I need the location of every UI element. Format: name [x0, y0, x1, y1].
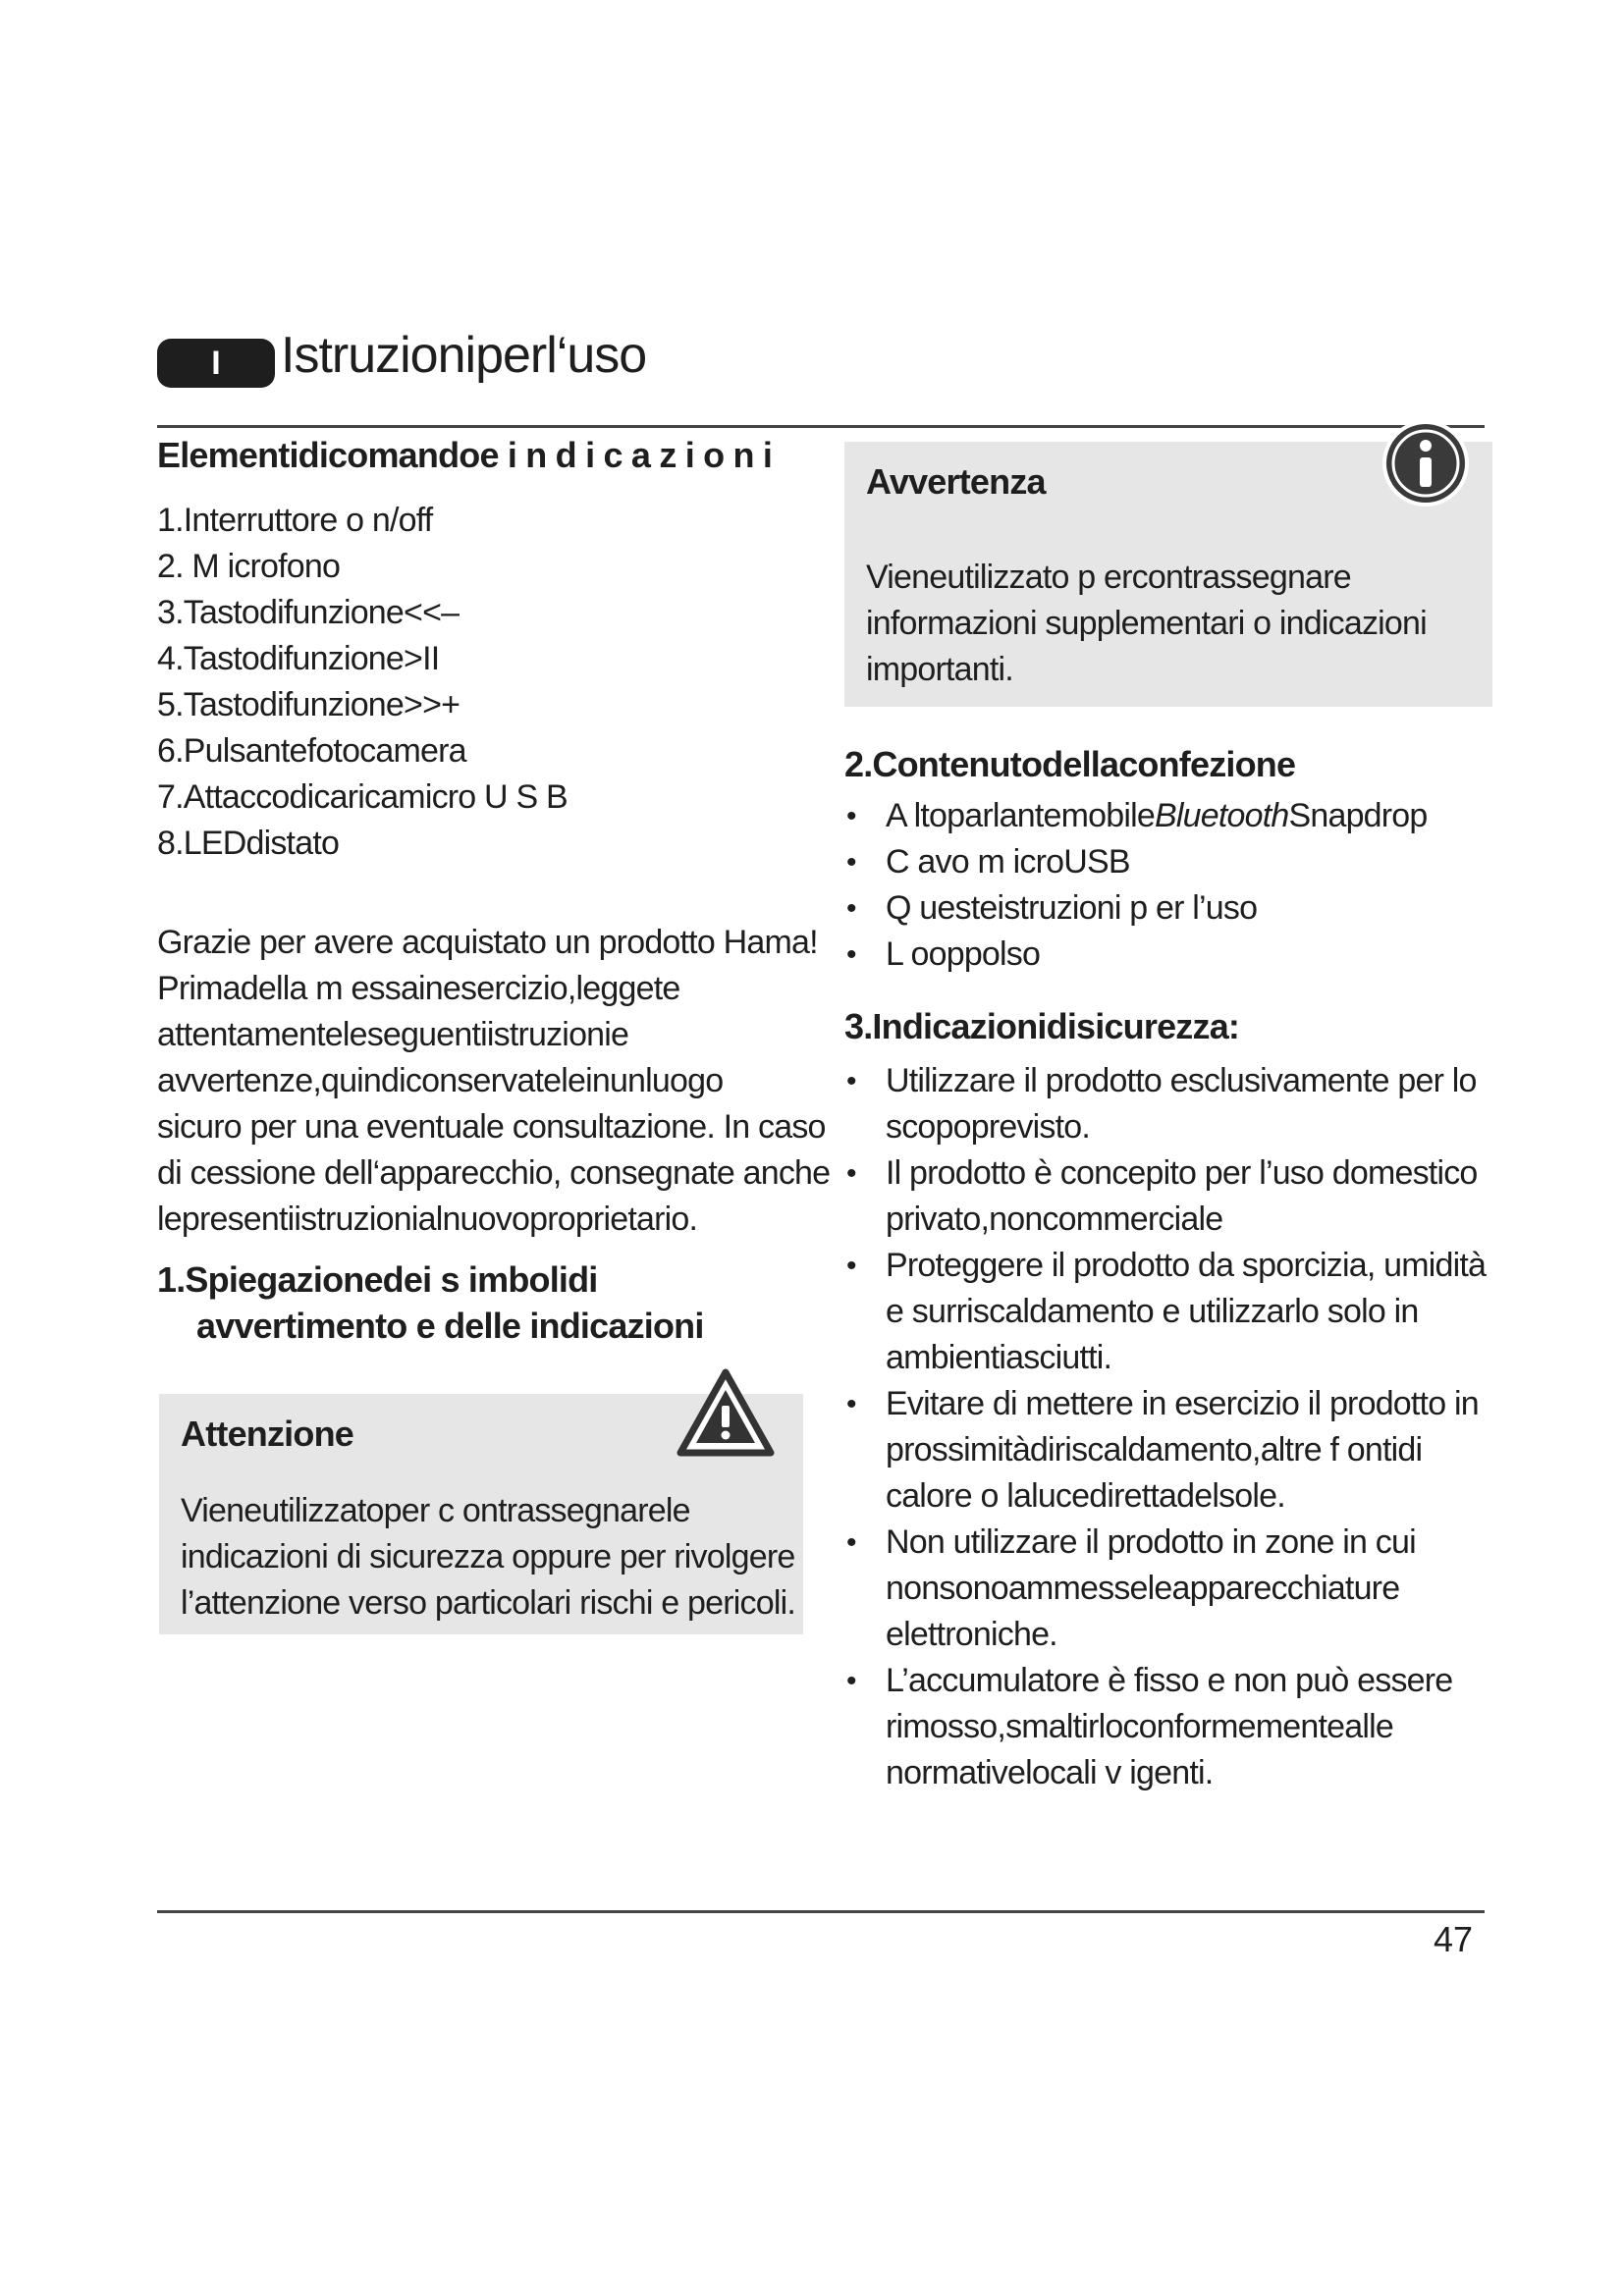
list-item: • Il prodotto è concepito per l’uso domestico privato,noncommerciale — [844, 1150, 1483, 1243]
intro-line: di cessione dell‘apparecchio, consegnate anche — [157, 1154, 831, 1192]
section3-heading: 3.Indicazionidisicurezza: — [844, 1006, 1240, 1046]
warning-title: Attenzione — [181, 1414, 353, 1454]
section1-heading: 1.Spiegazionedei s imbolidi — [157, 1259, 598, 1300]
list-item: 4.Tastodifunzione>II — [157, 640, 440, 677]
info-line: informazioni supplementari o indicazioni — [866, 605, 1427, 642]
intro-line: lepresentiistruzionialnuovoproprietario. — [157, 1201, 698, 1238]
list-item: • L’accumulatore è fisso e non può essere rimosso,smaltirloconformementealle normativelocali v igenti. — [844, 1658, 1483, 1796]
intro-line: Grazie per avere acquistato un prodotto Hama! — [157, 924, 818, 961]
list-item: 8.LEDdistato — [157, 825, 340, 862]
intro-line: avvertenze,quindiconservateleinunluogo — [157, 1062, 724, 1099]
info-line: Vieneutilizzato p ercontrassegnare — [866, 559, 1351, 596]
page-title: Istruzioniperl‘uso — [281, 327, 647, 384]
list-item: • Proteggere il prodotto da sporcizia, umidità e surriscaldamento e utilizzarlo solo in ambientiasciutti. — [844, 1243, 1483, 1381]
list-item: 5.Tastodifunzione>>+ — [157, 686, 460, 723]
intro-line: sicuro per una eventuale consultazione. In caso — [157, 1108, 826, 1146]
page-number: 47 — [1433, 1919, 1473, 1959]
package-contents-list — [844, 793, 1483, 978]
language-badge: I — [157, 339, 275, 388]
list-item: • Evitare di mettere in esercizio il prodotto in prossimitàdiriscaldamento,altre f ontidi calore o lalucedirettadelsole. — [844, 1381, 1483, 1520]
warning-box — [159, 1394, 803, 1634]
list-item: • Utilizzare il prodotto esclusivamente per lo scopoprevisto. — [844, 1058, 1483, 1150]
list-item: 6.Pulsantefotocamera — [157, 732, 466, 770]
warning-triangle-icon — [675, 1366, 777, 1461]
list-item: 3.Tastodifunzione<<– — [157, 594, 460, 631]
warning-line: indicazioni di sicurezza oppure per rivolgere — [181, 1538, 795, 1575]
controls-heading: Elementidicomandoe i n d i c a z i o n i — [157, 435, 773, 475]
intro-line: attentamenteleseguentiistruzionie — [157, 1016, 629, 1053]
list-item: • A ltoparlantemobileBluetoothSnapdrop — [844, 793, 1483, 839]
section2-heading: 2.Contenutodellaconfezione — [844, 744, 1296, 784]
warning-line: Vieneutilizzatoper c ontrassegnarele — [181, 1492, 690, 1529]
list-item: 1.Interruttore o n/off — [157, 502, 433, 539]
intro-paragraph — [157, 920, 830, 1243]
list-item: 2. M icrofono — [157, 548, 341, 585]
section1-heading-line2: avvertimento e delle indicazioni — [196, 1306, 704, 1346]
warning-text — [181, 1488, 795, 1627]
info-line: importanti. — [866, 651, 1013, 688]
info-title: Avvertenza — [866, 461, 1046, 502]
top-divider — [157, 425, 1485, 428]
bottom-divider — [157, 1910, 1485, 1913]
list-item: • C avo m icroUSB — [844, 839, 1483, 885]
list-item: • Q uesteistruzioni p er l’uso — [844, 885, 1483, 932]
list-item: • L ooppolso — [844, 932, 1483, 978]
list-item: • Non utilizzare il prodotto in zone in cui nonsonoammesseleapparecchiature elettroniche. — [844, 1520, 1483, 1658]
safety-list — [844, 1058, 1487, 1796]
list-item: 7.Attaccodicaricamicro U S B — [157, 778, 568, 816]
warning-line: l’attenzione verso particolari rischi e pericoli. — [181, 1584, 795, 1622]
intro-line: Primadella m essainesercizio,leggete — [157, 970, 680, 1007]
controls-list — [157, 498, 568, 867]
info-text — [866, 555, 1427, 693]
info-icon — [1379, 416, 1473, 510]
